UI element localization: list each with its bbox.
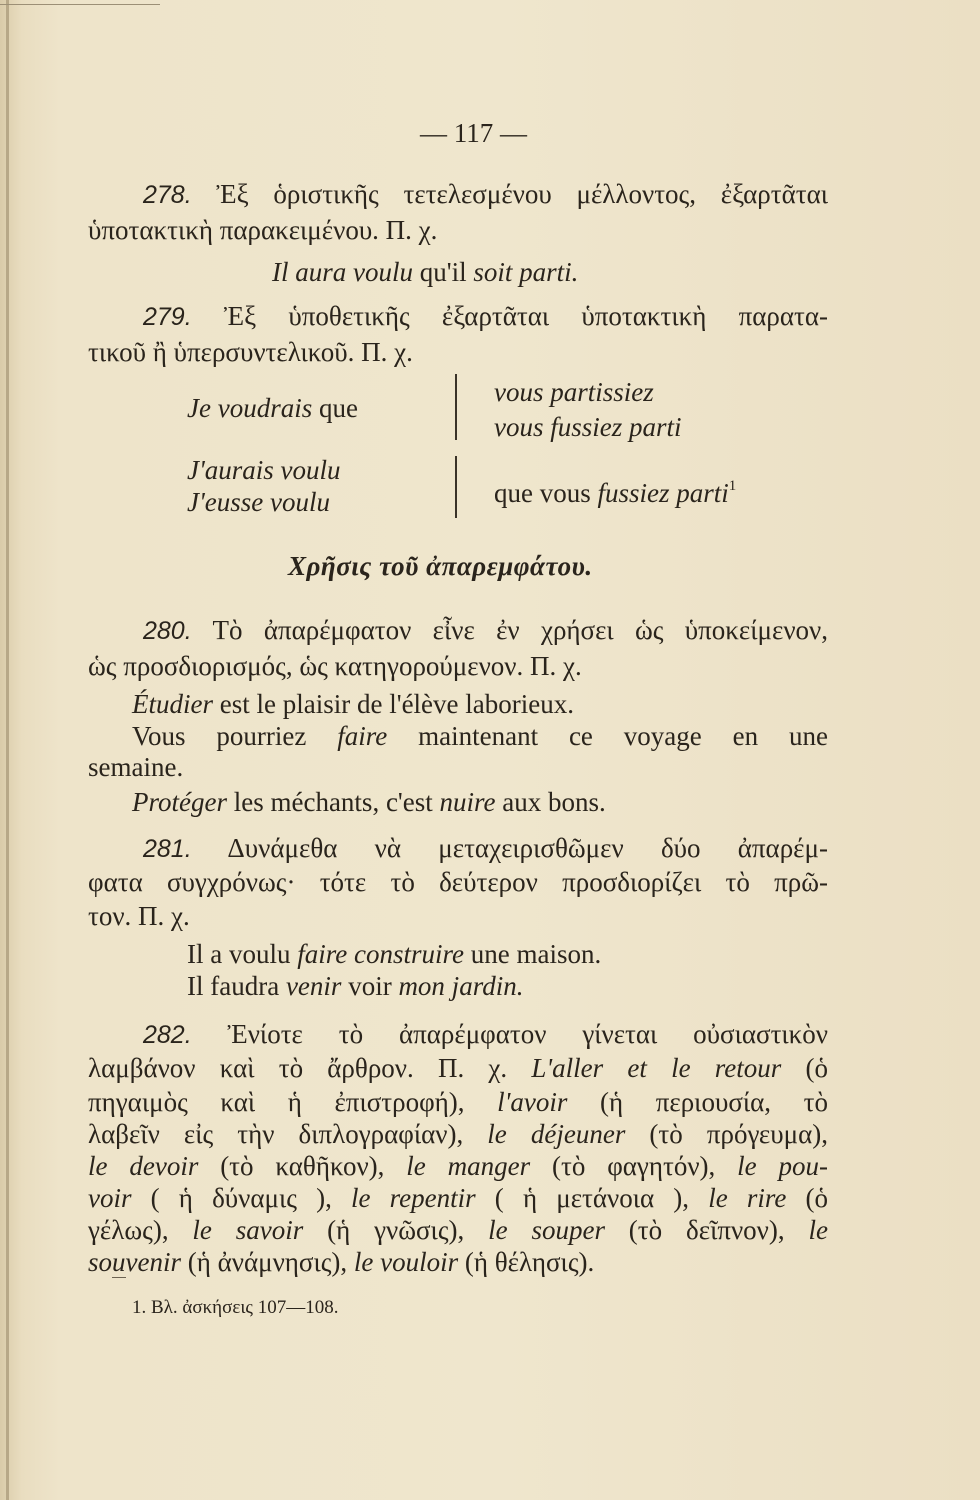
p279-line1: 279. Ἐξ ὑποθετικῆς ἐξαρτᾶται ὑποτακτικὴ παρατα-: [143, 301, 828, 331]
section-heading: Χρῆσις τοῦ ἀπαρεμφάτου.: [288, 551, 593, 581]
footnote: 1. Βλ. ἀσκήσεις 107—108.: [132, 1297, 339, 1318]
p281-line3: τον. Π. χ.: [88, 901, 190, 931]
p281-example1: Il a voulu faire construire une maison.: [187, 939, 602, 969]
p279-left-row2: J'aurais voulu: [187, 455, 341, 485]
p278-line2: ὑποτακτικὴ παρακειμένου. Π. χ.: [88, 215, 438, 245]
p282-line3: πηγαιμὸς καὶ ἡ ἐπιστροφή), l'avoir (ἡ περιουσία, τὸ: [88, 1087, 828, 1117]
p282-line4: λαβεῖν εἰς τὴν διπλογραφίαν), le déjeuner (τὸ πρόγευμα),: [88, 1119, 828, 1149]
p282-line6: voir ( ἡ δύναμις ), le repentir ( ἡ μετάνοια ), le rire (ὁ: [88, 1183, 828, 1213]
p280-example3: Protéger les méchants, c'est nuire aux bons.: [132, 787, 606, 817]
brace-2: [455, 456, 457, 518]
footnote-rule: [112, 1277, 126, 1278]
paragraph-number-278: 278.: [143, 181, 192, 209]
p282-line8: souvenir (ἡ ἀνάμνησις), le vouloir (ἡ θέλησις).: [88, 1247, 595, 1277]
p282-line2: λαμβάνον καὶ τὸ ἄρθρον. Π. χ. L'aller et le retour (ὁ: [88, 1053, 829, 1083]
paragraph-number-279: 279.: [143, 303, 192, 331]
p279-right-row2: vous fussiez parti: [494, 412, 682, 442]
p280-example1: Étudier est le plaisir de l'élève laborieux.: [132, 689, 574, 719]
p279-left-row1: Je voudrais que: [187, 393, 358, 423]
p282-line5: le devoir (τὸ καθῆκον), le manger (τὸ φαγητόν), le pou-: [88, 1151, 828, 1181]
p280-example2: Vous pourriez faire maintenant ce voyage en une: [132, 721, 828, 751]
page-number: — 117 —: [420, 118, 527, 148]
paragraph-number-282: 282.: [143, 1021, 192, 1049]
p281-example2: Il faudra venir voir mon jardin.: [187, 971, 524, 1001]
p280-example2-cont: semaine.: [88, 752, 184, 782]
footnote-marker: 1: [728, 478, 737, 494]
p280-line2: ὡς προσδιορισμός, ὡς κατηγορούμενον. Π. χ.: [88, 651, 582, 681]
paragraph-number-280: 280.: [143, 617, 192, 645]
p282-line1: 282. Ἐνίοτε τὸ ἀπαρέμφατον γίνεται οὐσιαστικὸν: [143, 1019, 828, 1049]
p278-line1: 278. Ἐξ ὁριστικῆς τετελεσμένου μέλλοντος, ἐξαρτᾶται: [143, 179, 828, 209]
p282-line7: γέλως), le savoir (ἡ γνῶσις), le souper (τὸ δεῖπνον), le: [88, 1215, 828, 1245]
p280-line1: 280. Τὸ ἀπαρέμφατον εἶνε ἐν χρήσει ὡς ὑποκείμενον,: [143, 615, 828, 645]
p281-line1: 281. Δυνάμεθα νὰ μεταχειρισθῶμεν δύο ἀπαρέμ-: [143, 833, 828, 863]
paragraph-number-281: 281.: [143, 835, 192, 863]
page-binding-edge: [6, 0, 9, 1500]
p278-example: Il aura voulu qu'il soit parti.: [272, 257, 579, 287]
p279-left-row3: J'eusse voulu: [187, 487, 330, 517]
p279-right-row3: que vous fussiez parti$^1$: [494, 478, 737, 508]
brace-1: [455, 374, 457, 440]
p281-line2: φατα συγχρόνως· τότε τὸ δεύτερον προσδιορίζει τὸ πρῶ-: [88, 867, 828, 897]
p279-right-row1: vous partissiez: [494, 377, 654, 407]
p279-line2: τικοῦ ἢ ὑπερσυντελικοῦ. Π. χ.: [88, 337, 413, 367]
top-edge-line: [0, 4, 160, 5]
